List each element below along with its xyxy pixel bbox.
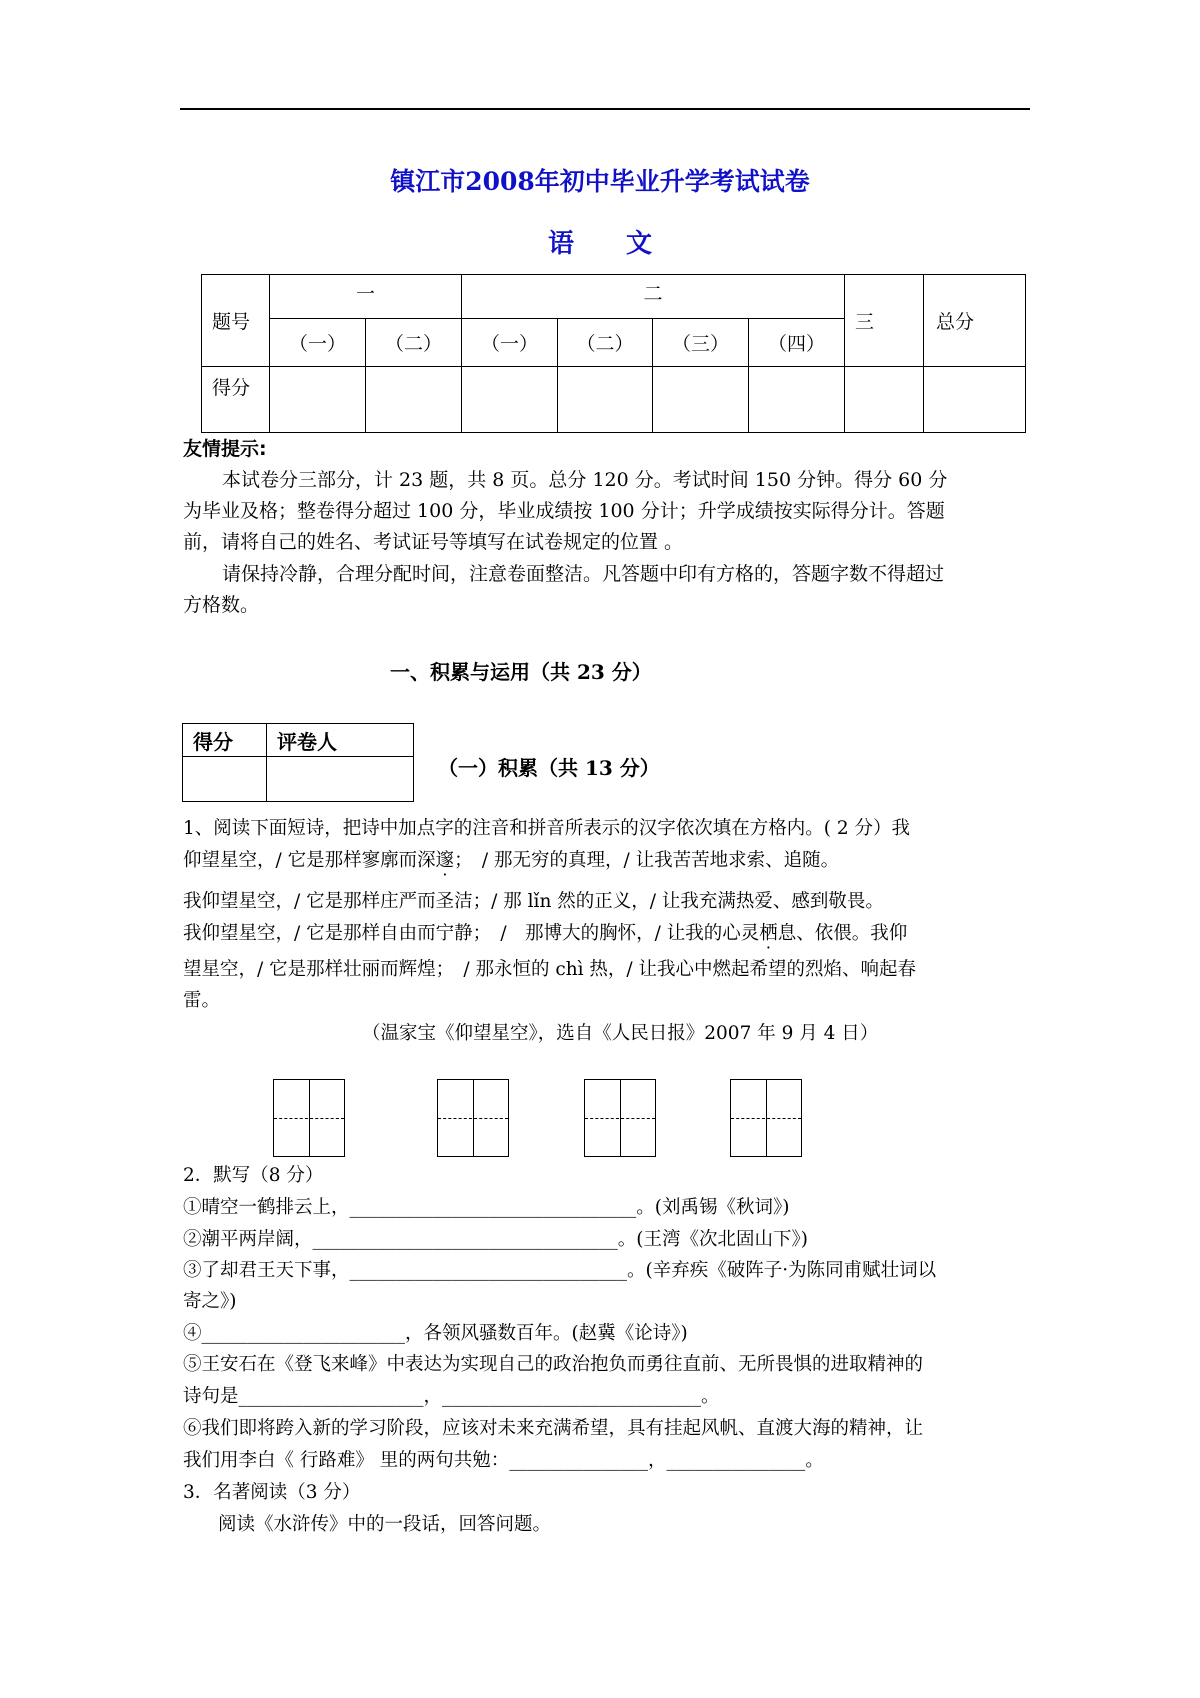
q3-heading: 3．名著阅读（3 分） — [183, 1482, 361, 1503]
score-cell — [845, 367, 924, 433]
dotted-char: 栖 — [759, 923, 778, 944]
grader-score-label: 得分 — [183, 724, 267, 757]
score-cell — [462, 367, 558, 433]
part2-sub-1: （一） — [462, 319, 558, 367]
part1-sub-1: （一） — [270, 319, 366, 367]
score-cell — [270, 367, 366, 433]
q2-item-5-cont: 诗句是____________________，____________________________。 — [183, 1386, 720, 1407]
q1-line4: 我仰望星空，/ 它是那样自由而宁静； / 那博大的胸怀，/ 让我的心灵栖息、依偎。我仰 — [183, 918, 907, 950]
grader-score-cell — [183, 757, 267, 802]
score-cell — [653, 367, 749, 433]
answer-box-3[interactable] — [584, 1079, 656, 1157]
grader-person-cell — [267, 757, 414, 802]
q2-item-6: ⑥我们即将跨入新的学习阶段，应该对未来充满希望，具有挂起风帆、直渡大海的精神，让 — [183, 1418, 924, 1439]
tips-p2-line2: 方格数。 — [183, 594, 260, 616]
score-cell — [749, 367, 845, 433]
section1-sub-heading: （一）积累（共 13 分） — [438, 756, 660, 780]
q2-heading: 2．默写（8 分） — [183, 1165, 324, 1186]
total-header: 总分 — [924, 275, 1026, 367]
tips-p1-line1: 本试卷分三部分，计 23 题，共 8 页。总分 120 分。考试时间 150 分钟。得分 60 分 — [222, 469, 948, 491]
grader-person-label: 评卷人 — [267, 724, 414, 757]
q1-line3: 我仰望星空，/ 它是那样庄严而圣洁；/ 那 lǐn 然的正义，/ 让我充满热爱、感到敬畏。 — [183, 891, 884, 912]
subject-title: 语 文 — [547, 229, 652, 259]
q2-item-3-cont: 寄之》) — [183, 1291, 237, 1312]
q1-line5: 望星空，/ 它是那样壮丽而辉煌； / 那永恒的 chì 热，/ 让我心中燃起希望的烈焰、响起春 — [183, 959, 917, 980]
q1-line6: 雷。 — [183, 990, 221, 1011]
answer-box-1[interactable] — [273, 1079, 345, 1157]
tips-p1-line2: 为毕业及格；整卷得分超过 100 分，毕业成绩按 100 分计；升学成绩按实际得分计。答题 — [183, 500, 945, 522]
row-label-number: 题号 — [202, 275, 270, 367]
q2-item-3: ③了却君王天下事，______________________________。(辛弃疾《破阵子·为陈同甫赋壮词以 — [183, 1260, 937, 1281]
part3-header: 三 — [845, 275, 924, 367]
q1-source: （温家宝《仰望星空》，选自《人民日报》2007 年 9 月 4 日） — [362, 1023, 879, 1044]
answer-box-2[interactable] — [437, 1079, 509, 1157]
score-cell — [924, 367, 1026, 433]
q1-line1: 1、阅读下面短诗，把诗中加点字的注音和拼音所表示的汉字依次填在方格内。( 2 分）我 — [183, 818, 911, 839]
score-cell — [558, 367, 653, 433]
part2-sub-2: （二） — [558, 319, 653, 367]
part1-sub-2: （二） — [366, 319, 462, 367]
grader-table — [182, 723, 414, 802]
part2-header: 二 — [462, 275, 845, 319]
q2-item-5: ⑤王安石在《登飞来峰》中表达为实现自己的政治抱负而勇往直前、无所畏惧的进取精神的 — [183, 1354, 924, 1375]
q2-item-6-cont: 我们用李白《 行路难》 里的两句共勉：_______________，_______________。 — [183, 1450, 824, 1471]
q2-item-2: ②潮平两岸阔，_________________________________。(王湾《次北固山下》) — [183, 1229, 808, 1250]
exam-title: 镇江市2008年初中毕业升学考试试卷 — [390, 167, 810, 196]
part2-sub-4: （四） — [749, 319, 845, 367]
tips-p2-line1: 请保持冷静，合理分配时间，注意卷面整洁。凡答题中印有方格的，答题字数不得超过 — [222, 563, 945, 585]
score-table — [201, 274, 1026, 433]
tips-heading: 友情提示: — [183, 438, 267, 460]
tips-p1-line3: 前，请将自己的姓名、考试证号等填写在试卷规定的位置 。 — [183, 531, 684, 553]
q3-line: 阅读《水浒传》中的一段话，回答问题。 — [218, 1514, 552, 1535]
part2-sub-3: （三） — [653, 319, 749, 367]
q1-line2: 仰望星空，/ 它是那样寥廓而深邃； / 那无穷的真理，/ 让我苦苦地求索、追随。 — [183, 845, 839, 877]
part1-header: 一 — [270, 275, 462, 319]
section1-heading: 一、积累与运用（共 23 分） — [390, 660, 652, 684]
q2-item-4: ④______________________，各领风骚数百年。(赵冀《论诗》) — [183, 1323, 688, 1344]
top-rule — [180, 108, 1030, 110]
score-cell — [366, 367, 462, 433]
answer-box-4[interactable] — [730, 1079, 802, 1157]
row-label-score: 得分 — [202, 367, 270, 433]
q2-item-1: ①晴空一鹤排云上，_______________________________。(刘禹锡《秋词》) — [183, 1197, 790, 1218]
dotted-char: 邃 — [435, 850, 455, 871]
